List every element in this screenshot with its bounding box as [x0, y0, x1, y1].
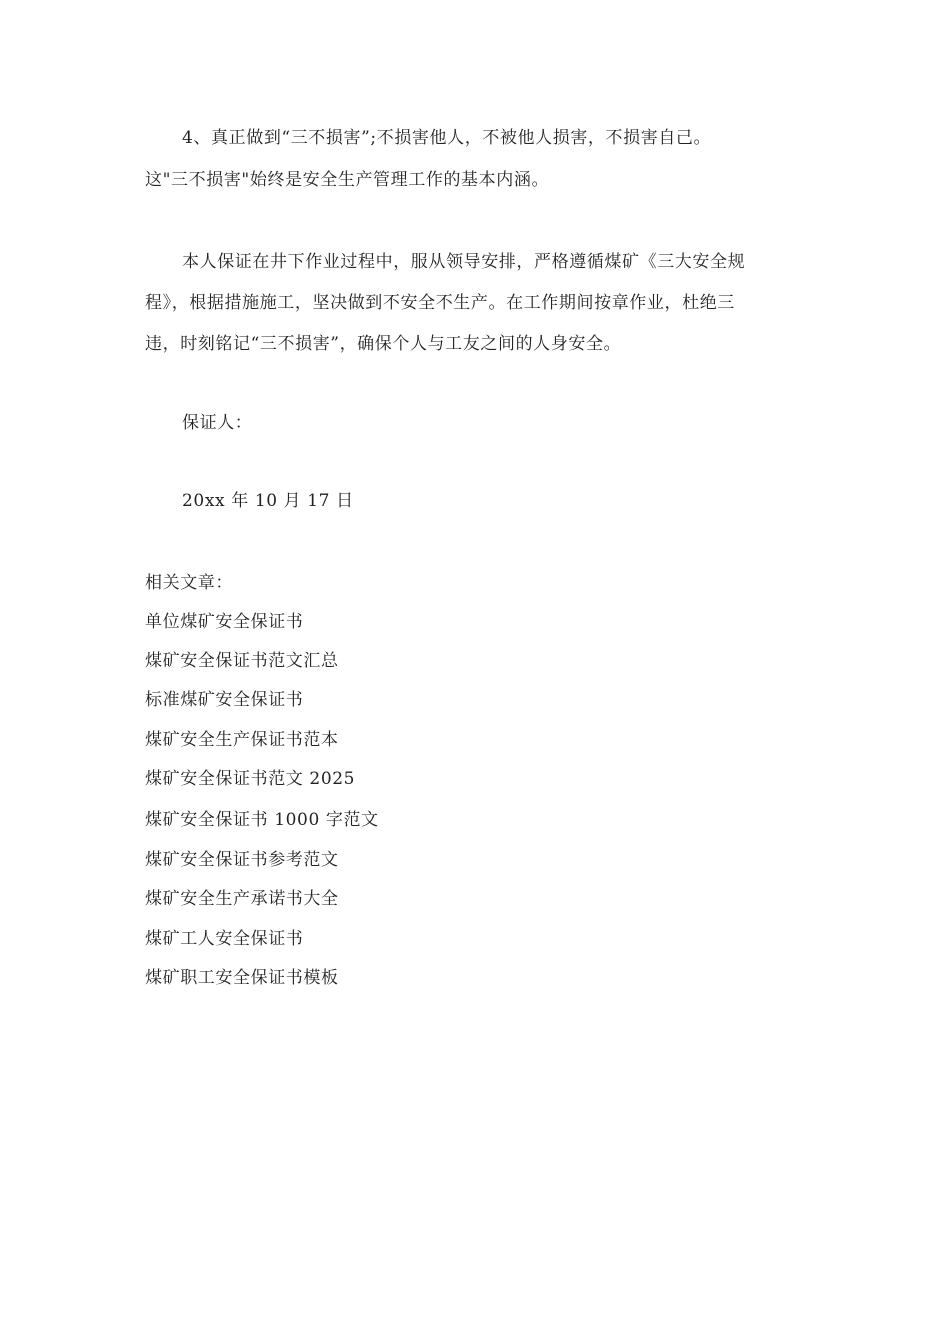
related-article-link[interactable]: 标准煤矿安全保证书 — [145, 690, 304, 710]
point-4-line-1: 4、真正做到“三不损害”;不损害他人，不被他人损害，不损害自己。 — [182, 128, 712, 148]
pledge-line-3: 违，时刻铭记“三不损害”，确保个人与工友之间的人身安全。 — [145, 334, 622, 354]
related-article-link[interactable]: 煤矿安全生产承诺书大全 — [145, 889, 339, 909]
related-article-link[interactable]: 煤矿安全保证书参考范文 — [145, 850, 339, 870]
related-article-link[interactable]: 煤矿安全保证书范文汇总 — [145, 651, 339, 671]
related-article-link[interactable]: 煤矿工人安全保证书 — [145, 929, 304, 949]
related-article-link[interactable]: 煤矿职工安全保证书模板 — [145, 968, 339, 988]
related-articles-heading: 相关文章： — [145, 573, 233, 593]
related-article-link[interactable]: 煤矿安全保证书范文 2025 — [145, 769, 356, 789]
related-article-link[interactable]: 煤矿安全保证书 1000 字范文 — [145, 810, 379, 830]
pledge-line-1: 本人保证在井下作业过程中，服从领导安排，严格遵循煤矿《三大安全规 — [182, 252, 746, 272]
related-article-link[interactable]: 煤矿安全生产保证书范本 — [145, 730, 339, 750]
point-4-line-2: 这"三不损害"始终是安全生产管理工作的基本内涵。 — [145, 170, 550, 190]
pledge-line-2: 程》，根据措施施工，坚决做到不安全不生产。在工作期间按章作业，杜绝三 — [145, 293, 735, 313]
date-line: 20xx 年 10 月 17 日 — [182, 491, 354, 511]
guarantor-label: 保证人： — [182, 413, 253, 433]
related-article-link[interactable]: 单位煤矿安全保证书 — [145, 612, 304, 632]
